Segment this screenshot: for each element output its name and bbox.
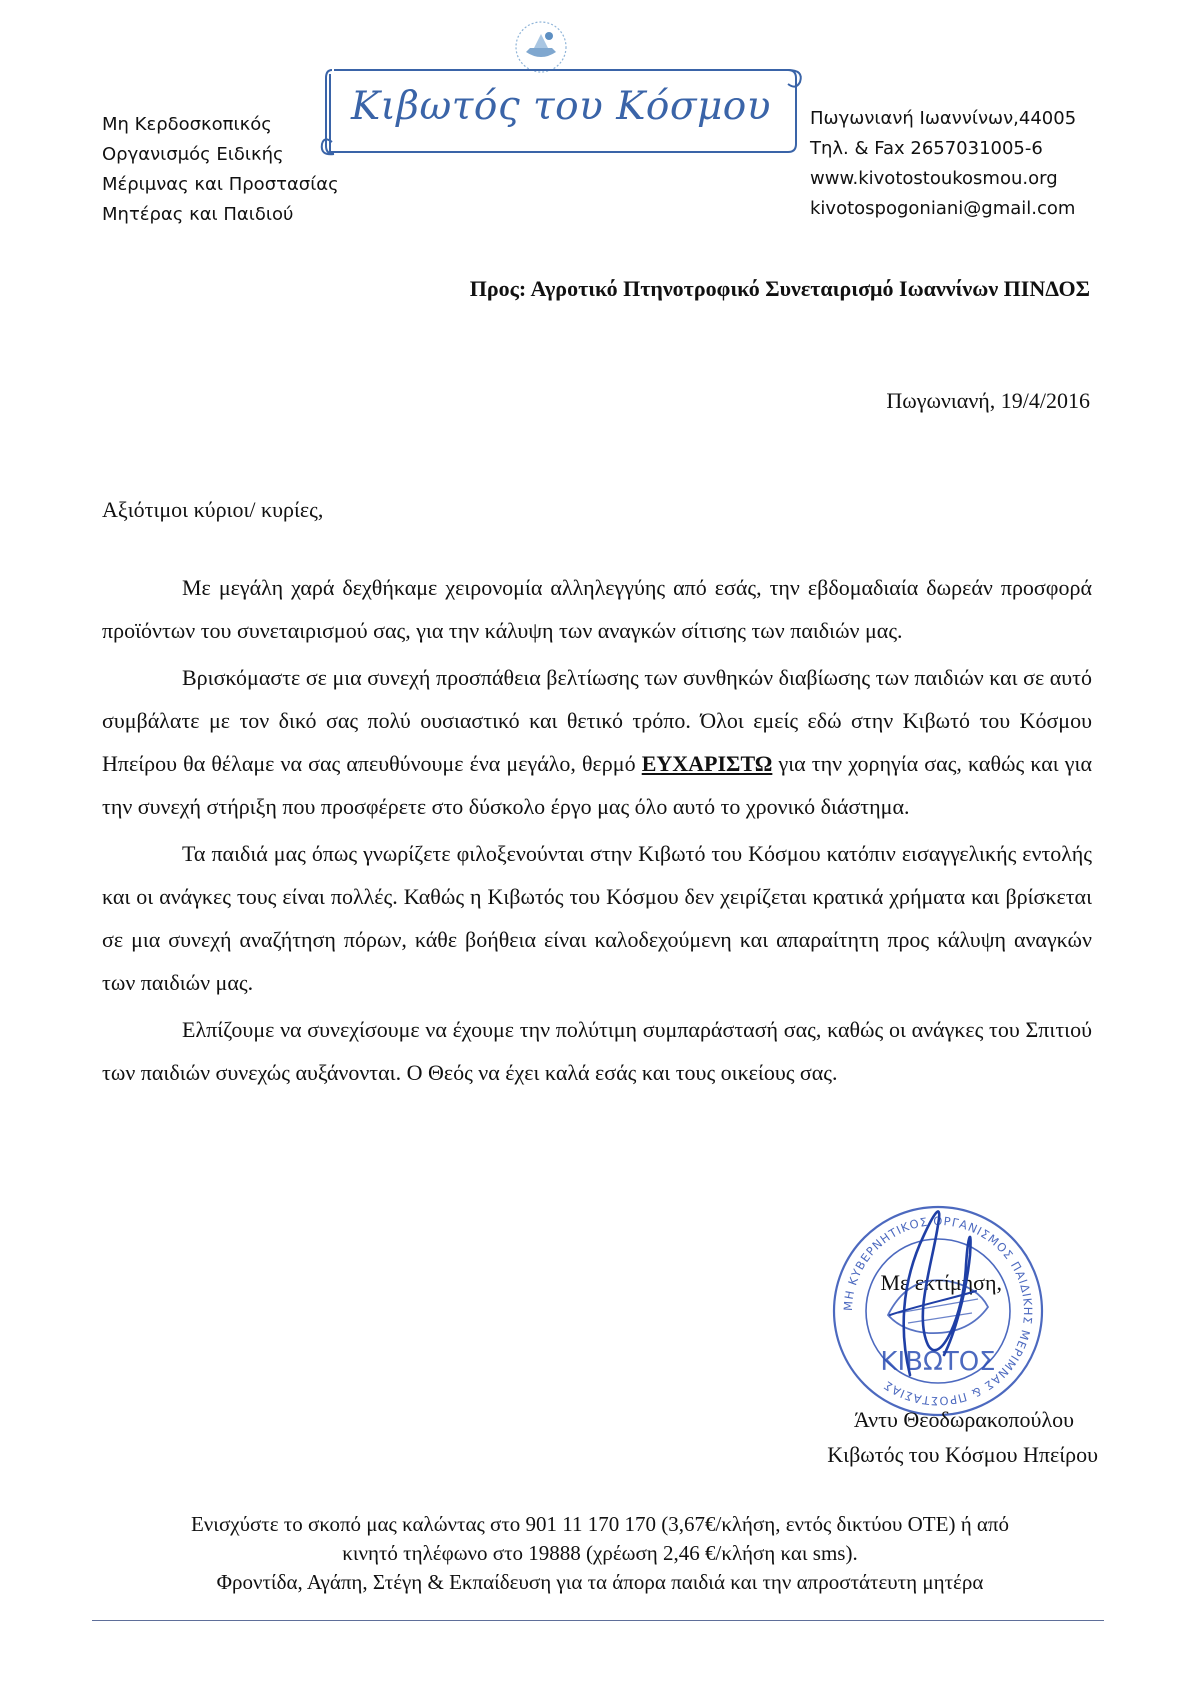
footer-donation-line: κινητό τηλέφωνο στο 19888 (χρέωση 2,46 €/κλήση και sms). (342, 1541, 858, 1565)
handwritten-signature (880, 1195, 980, 1385)
signer-organization: Κιβωτός του Κόσμου Ηπείρου (827, 1442, 1098, 1467)
date-line: Πωγωνιανή, 19/4/2016 (886, 388, 1090, 413)
recipient-line: Προς: Αγροτικό Πτηνοτροφικό Συνεταιρισμό Ιωαννίνων ΠΙΝΔΟΣ (469, 276, 1090, 301)
org-description-line: Μη Κερδοσκοπικός (102, 114, 272, 135)
paragraph-text: Βρισκόμαστε σε μια συνεχή προσπάθεια βελτίωσης των συνθηκών διαβίωσης των παιδιών και σε αυτό συμβάλατε με τον δικό σας πολύ ουσιαστικό και θετικό τρόπο. Όλοι εμείς εδώ στην Κιβωτό του Κόσμου Ηπείρου θα θέλαμε να σας απευθύνουμε ένα μεγάλο, θερμό (102, 665, 1092, 776)
stamp-center-text: ΚΙΒΩΤΟΣ (880, 1347, 996, 1377)
contact-info (810, 104, 1076, 224)
org-description (102, 110, 339, 230)
greeting: Αξιότιμοι κύριοι/ κυρίες, (102, 497, 324, 522)
footer-donation-line: Ενισχύστε το σκοπό μας καλώντας στο 901 11 170 170 (3,67€/κλήση, εντός δικτύου ΟΤΕ) ή από (190, 1512, 1010, 1536)
phone-fax: Τηλ. & Fax 2657031005-6 (810, 138, 1043, 159)
org-description-line: Μέριμνας και Προστασίας (102, 174, 339, 195)
email-link[interactable]: kivotospogoniani@gmail.com (810, 198, 1076, 219)
body-paragraph: Με μεγάλη χαρά δεχθήκαμε χειρονομία αλληλεγγύης από εσάς, την εβδομαδιαία δωρεάν προσφορά προϊόντων του συνεταιρισμού σας, για την κάλυψη των αναγκών σίτισης των παιδιών μας. (102, 575, 1092, 643)
paragraph-text: για την χορηγία σας, καθώς και για την συνεχή στήριξη που προσφέρετε στο δύσκολο έργο μας όλο αυτό το χρονικό διάστημα. (102, 751, 1092, 819)
signer-name: Άντυ Θεοδωρακοπούλου (853, 1407, 1074, 1432)
body-paragraph: Τα παιδιά μας όπως γνωρίζετε φιλοξενούνται στην Κιβωτό του Κόσμου κατόπιν εισαγγελικής εντολής και οι ανάγκες τους είναι πολλές. Καθώς η Κιβωτός του Κόσμου δεν χειρίζεται κρατικά χρήματα και βρίσκεται σε μια συνεχή αναζήτηση πόρων, κάθε βοήθεια είναι καλοδεχούμενη και απαραίτητη προς κάλυψη αναγκών των παιδιών μας. (102, 841, 1092, 995)
letter-body (102, 566, 1092, 1098)
website-link[interactable]: www.kivotostoukosmou.org (810, 168, 1058, 189)
stamp-ring-text: ΜΗ ΚΥΒΕΡΝΗΤΙΚΟΣ ΟΡΓΑΝΙΣΜΟΣ ΠΑΙΔΙΚΗΣ ΜΕΡΙΜΝΑΣ & ΠΡΟΣΤΑΣΙΑΣ (840, 1213, 1036, 1409)
org-description-line: Μητέρας και Παιδιού (102, 204, 294, 225)
closing: Με εκτίμηση, (880, 1270, 1002, 1295)
org-description-line: Οργανισμός Ειδικής (102, 144, 284, 165)
footer-motto: Φροντίδα, Αγάπη, Στέγη & Εκπαίδευση για τα άπορα παιδιά και την απροστάτευτη μητέρα (216, 1570, 984, 1594)
body-paragraph: Ελπίζουμε να συνεχίσουμε να έχουμε την πολύτιμη συμπαράστασή σας, καθώς οι ανάγκες του Σπιτιού των παιδιών συνεχώς αυξάνονται. Ο Θεός να έχει καλά εσάς και τους οικείους σας. (102, 1017, 1092, 1085)
address: Πωγωνιανή Ιωαννίνων,44005 (810, 108, 1077, 129)
body-paragraph (102, 656, 1092, 828)
footer (95, 1510, 1105, 1597)
footer-divider (92, 1620, 1104, 1621)
thanks-emphasis: ΕΥΧΑΡΙΣΤΩ (641, 751, 773, 776)
org-name-logo: Κιβωτός του Κόσμου (350, 84, 771, 129)
